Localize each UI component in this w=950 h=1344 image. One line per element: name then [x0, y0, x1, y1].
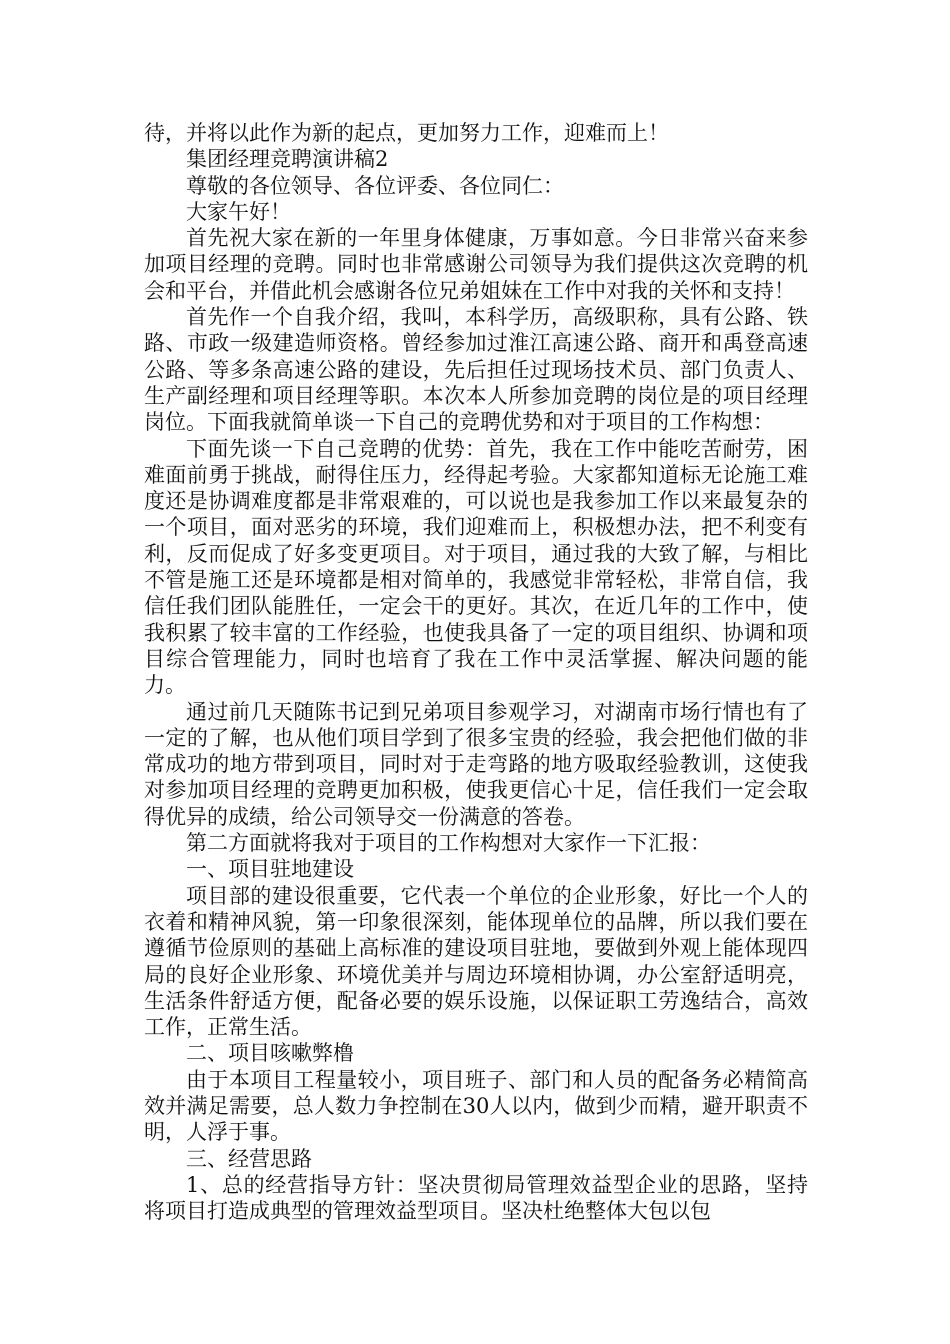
salutation: 尊敬的各位领导、各位评委、各位同仁：	[186, 173, 564, 198]
paragraph: 首先祝大家在新的一年里身体健康，万事如意。今日非常兴奋来参加项目经理的竞聘。同时也非常感谢公司领导为我们提供这次竞聘的机会和平台，并借此机会感谢各位兄弟姐妹在工作中对我的关怀和支持！	[144, 226, 808, 303]
paragraph: 1、总的经营指导方针：坚决贯彻局管理效益型企业的思路，坚持将项目打造成典型的管理效益型项目。坚决杜绝整体大包以包	[144, 1172, 808, 1224]
paragraph: 首先作一个自我介绍，我叫，本科学历，高级职称，具有公路、铁路、市政一级建造师资格。曾经参加过淮江高速公路、商开和禹登高速公路、等多条高速公路的建设，先后担任过现场技术员、部门负责人、生产副经理和项目经理等职。本次本人所参加竞聘的岗位是的项目经理岗位。下面我就简单谈一下自己的竞聘优势和对于项目的工作构想：	[144, 305, 808, 435]
document-body	[144, 120, 808, 1224]
paragraph: 下面先谈一下自己竞聘的优势：首先，我在工作中能吃苦耐劳，困难面前勇于挑战，耐得住压力，经得起考验。大家都知道标无论施工难度还是协调难度都是非常艰难的，可以说也是我参加工作以来最复杂的一个项目，面对恶劣的环境，我们迎难而上，积极想办法，把不利变有利，反而促成了好多变更项目。对于项目，通过我的大致了解，与相比不管是施工还是环境都是相对简单的，我感觉非常轻松，非常自信，我信任我们团队能胜任，一定会干的更好。其次，在近几年的工作中，使我积累了较丰富的工作经验，也使我具备了一定的项目组织、协调和项目综合管理能力，同时也培育了我在工作中灵活掌握、解决问题的能力。	[144, 436, 808, 698]
paragraph: 项目部的建设很重要，它代表一个单位的企业形象，好比一个人的衣着和精神风貌，第一印象很深刻，能体现单位的品牌，所以我们要在遵循节俭原则的基础上高标准的建设项目驻地，要做到外观上能体现四局的良好企业形象、环境优美并与周边环境相协调，办公室舒适明亮，生活条件舒适方便，配备必要的娱乐设施，以保证职工劳逸结合，高效工作，正常生活。	[144, 883, 808, 1040]
section-heading: 三、经营思路	[186, 1146, 312, 1171]
section-heading: 一、项目驻地建设	[186, 857, 354, 882]
document-title: 集团经理竞聘演讲稿2	[186, 147, 389, 172]
paragraph: 待，并将以此作为新的起点，更加努力工作，迎难而上！	[144, 121, 669, 145]
paragraph: 由于本项目工程量较小，项目班子、部门和人员的配备务必精简高效并满足需要，总人数力争控制在30人以内，做到少而精，避开职责不明，人浮于事。	[144, 1067, 808, 1145]
paragraph: 通过前几天随陈书记到兄弟项目参观学习，对湖南市场行情也有了一定的了解，也从他们项目学到了很多宝贵的经验，我会把他们做的非常成功的地方带到项目，同时对于走弯路的地方吸取经验教训，这使我对参加项目经理的竞聘更加积极，使我更信心十足，信任我们一定会取得优异的成绩，给公司领导交一份满意的答卷。	[144, 699, 808, 829]
paragraph: 第二方面就将我对于项目的工作构想对大家作一下汇报：	[186, 831, 711, 856]
section-heading: 二、项目咳嗽弊橹	[186, 1041, 354, 1066]
greeting: 大家午好！	[186, 199, 291, 224]
